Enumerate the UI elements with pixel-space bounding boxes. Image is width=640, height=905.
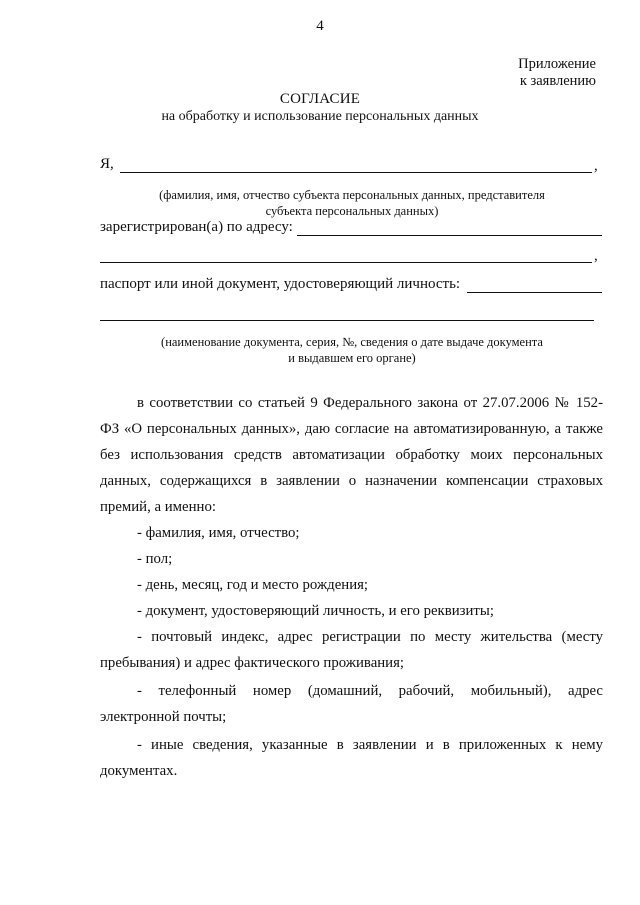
list-item: - телефонный номер (домашний, рабочий, мобильный), адрес электронной почты; (100, 683, 603, 725)
address-field-comma: , (594, 248, 598, 264)
passport-label: паспорт или иной документ, удостоверяющий личность: (100, 276, 461, 292)
name-field-line[interactable] (120, 172, 592, 173)
list-item: - почтовый индекс, адрес регистрации по месту жительства (месту пребывания) и адрес фактического проживания; (100, 629, 603, 671)
i-label: Я, (100, 156, 114, 172)
document-hint-line2: и выдавшем его органе) (288, 351, 416, 365)
address-field-line-2[interactable] (100, 262, 592, 263)
list-item: - день, месяц, год и место рождения; (137, 577, 369, 593)
name-hint-line2: субъекта персональных данных) (265, 204, 439, 218)
list-item: - пол; (137, 551, 173, 567)
document-title: СОГЛАСИЕ (279, 91, 361, 107)
attachment-reference: к заявлению (519, 73, 596, 89)
document-hint-line1: (наименование документа, серия, №, сведения о дате выдаче документа (161, 335, 543, 349)
document-subtitle: на обработку и использование персональных данных (161, 109, 479, 124)
list-item: - документ, удостоверяющий личность, и его реквизиты; (137, 603, 494, 619)
passport-field-line-2[interactable] (100, 320, 594, 321)
address-field-line[interactable] (297, 235, 602, 236)
list-item: - иные сведения, указанные в заявлении и в приложенных к нему документах. (100, 737, 603, 779)
consent-paragraph: в соответствии со статьей 9 Федерального закона от 27.07.2006 № 152-ФЗ «О персональных данных», даю согласие на автоматизированную, а также без использования средств автоматизации обработку моих персональных данных, содержащихся в заявлении о назначении компенсации страховых премий, а именно: (100, 395, 603, 515)
attachment-label: Приложение (518, 56, 596, 72)
page-number: 4 (316, 18, 324, 34)
name-hint-line1: (фамилия, имя, отчество субъекта персональных данных, представителя (159, 188, 545, 202)
passport-field-line[interactable] (467, 292, 602, 293)
address-label: зарегистрирован(а) по адресу: (100, 219, 293, 235)
name-field-comma: , (594, 158, 598, 174)
list-item: - фамилия, имя, отчество; (137, 525, 300, 541)
